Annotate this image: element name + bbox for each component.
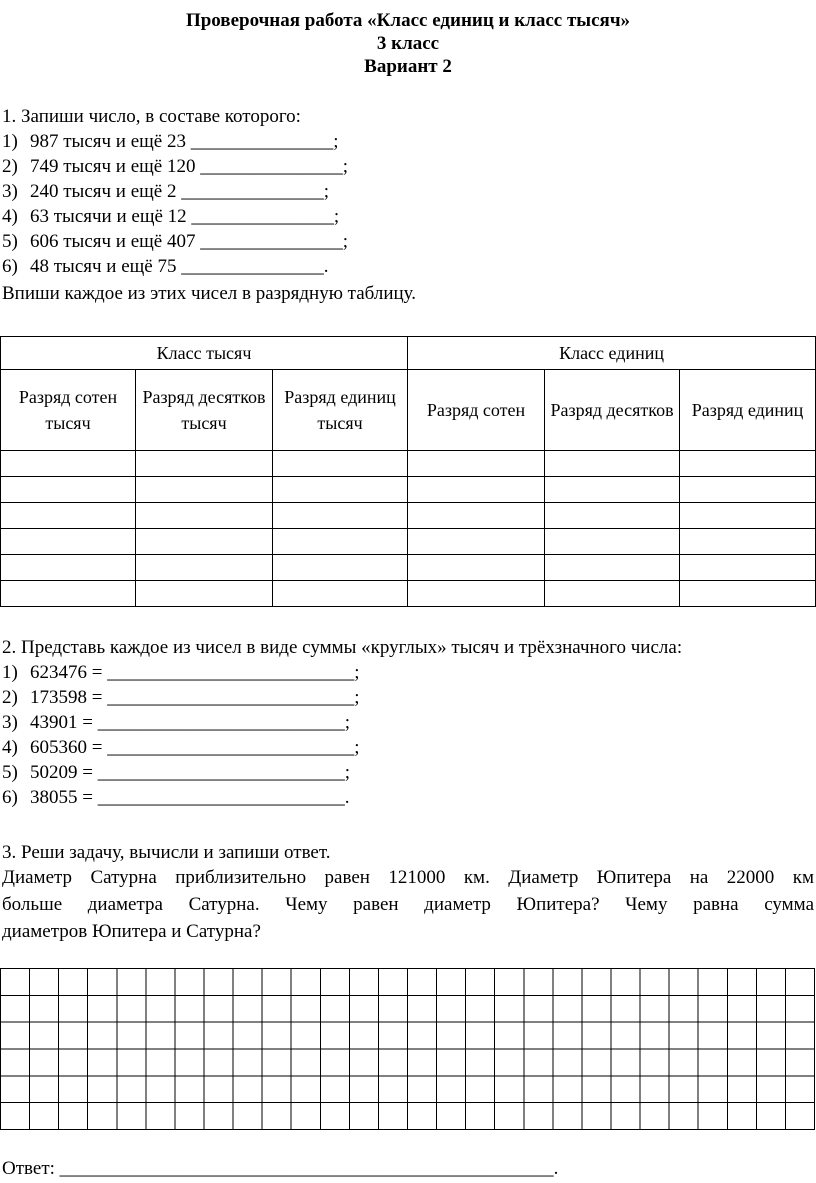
task1-item — [2, 156, 348, 178]
table-cell — [680, 451, 816, 477]
column-header: Разряд единиц тысяч — [273, 370, 408, 451]
table-cell — [1, 555, 136, 581]
table-cell — [680, 529, 816, 555]
table-cell — [545, 451, 680, 477]
task2-item — [2, 787, 349, 809]
column-header: Разряд сотен — [408, 370, 545, 451]
table-cell — [680, 555, 816, 581]
item-text: 623476 = __________________________; — [30, 662, 360, 683]
column-header: Разряд десятков тысяч — [136, 370, 273, 451]
table-cell — [408, 451, 545, 477]
item-number: 1) — [2, 131, 18, 152]
class-thousands-header: Класс тысяч — [1, 337, 408, 370]
table-cell — [408, 477, 545, 503]
table-cell — [680, 581, 816, 607]
table-cell — [408, 503, 545, 529]
item-number: 2) — [2, 156, 18, 177]
table-column-row — [1, 370, 816, 451]
item-text: 240 тысяч и ещё 2 _______________; — [30, 181, 329, 202]
task1-item — [2, 206, 339, 228]
page-title: Проверочная работа «Класс единиц и класс тысяч» — [185, 10, 631, 31]
table-row — [1, 555, 816, 581]
task1-item — [2, 181, 329, 203]
table-cell — [545, 529, 680, 555]
item-number: 3) — [2, 712, 18, 733]
task2-item — [2, 712, 350, 734]
task3-text-line: диаметров Юпитера и Сатурна? — [2, 921, 261, 942]
table-cell — [136, 529, 273, 555]
item-number: 6) — [2, 787, 18, 808]
task3-text-line: Диаметр Сатурна приблизительно равен 121000 км. Диаметр Юпитера на 22000 км — [2, 867, 814, 888]
table-cell — [1, 581, 136, 607]
item-text: 987 тысяч и ещё 23 _______________; — [30, 131, 339, 152]
task1-item — [2, 256, 328, 278]
table-cell — [136, 581, 273, 607]
task1-item — [2, 231, 348, 253]
column-header: Разряд единиц — [680, 370, 816, 451]
table-row — [1, 477, 816, 503]
table-row — [1, 503, 816, 529]
grade-label: 3 класс — [376, 33, 440, 54]
item-number: 4) — [2, 206, 18, 227]
item-number: 1) — [2, 662, 18, 683]
table-cell — [1, 477, 136, 503]
item-text: 605360 = __________________________; — [30, 737, 360, 758]
table-row — [1, 451, 816, 477]
task1-item — [2, 131, 339, 153]
table-cell — [136, 503, 273, 529]
item-text: 43901 = __________________________; — [30, 712, 350, 733]
table-cell — [408, 555, 545, 581]
item-text: 606 тысяч и ещё 407 _______________; — [30, 231, 348, 252]
table-cell — [545, 477, 680, 503]
item-text: 50209 = __________________________; — [30, 762, 350, 783]
item-text: 749 тысяч и ещё 120 _______________; — [30, 156, 348, 177]
item-number: 2) — [2, 687, 18, 708]
task1-heading: 1. Запиши число, в составе которого: — [2, 106, 301, 127]
digit-place-table — [0, 336, 816, 607]
table-cell — [1, 451, 136, 477]
table-cell — [273, 555, 408, 581]
item-text: 173598 = __________________________; — [30, 687, 360, 708]
task2-heading: 2. Представь каждое из чисел в виде суммы «круглых» тысяч и трёхзначного числа: — [2, 637, 683, 658]
answer-label: Ответ: — [2, 1158, 55, 1179]
column-header: Разряд сотен тысяч — [1, 370, 136, 451]
table-cell — [408, 529, 545, 555]
table-cell — [136, 451, 273, 477]
table-cell — [680, 503, 816, 529]
table-cell — [273, 529, 408, 555]
table-cell — [680, 477, 816, 503]
table-class-row — [1, 337, 816, 370]
task3-text-line: больше диаметра Сатурна. Чему равен диаметр Юпитера? Чему равна сумма — [2, 894, 814, 915]
item-number: 5) — [2, 231, 18, 252]
task2-item — [2, 762, 350, 784]
item-number: 6) — [2, 256, 18, 277]
table-row — [1, 529, 816, 555]
table-cell — [545, 555, 680, 581]
table-cell — [273, 451, 408, 477]
answer-blank: ____________________________________________________. — [59, 1158, 559, 1179]
table-cell — [545, 503, 680, 529]
task2-item — [2, 662, 360, 684]
task3-heading: 3. Реши задачу, вычисли и запиши ответ. — [2, 842, 331, 863]
variant-label: Вариант 2 — [364, 56, 452, 77]
table-cell — [273, 477, 408, 503]
item-text: 38055 = __________________________. — [30, 787, 350, 808]
task2-item — [2, 687, 360, 709]
class-units-header: Класс единиц — [408, 337, 816, 370]
answer-line — [2, 1158, 558, 1180]
column-header: Разряд десятков — [545, 370, 680, 451]
table-cell — [136, 477, 273, 503]
solution-grid — [0, 968, 815, 1130]
task2-item — [2, 737, 360, 759]
item-number: 4) — [2, 737, 18, 758]
table-cell — [136, 555, 273, 581]
table-cell — [1, 503, 136, 529]
table-cell — [273, 503, 408, 529]
table-row — [1, 581, 816, 607]
table-cell — [1, 529, 136, 555]
item-text: 48 тысяч и ещё 75 _______________. — [30, 256, 329, 277]
item-number: 5) — [2, 762, 18, 783]
task1-instruction: Впиши каждое из этих чисел в разрядную таблицу. — [2, 283, 417, 304]
table-cell — [408, 581, 545, 607]
item-number: 3) — [2, 181, 18, 202]
table-cell — [545, 581, 680, 607]
table-cell — [273, 581, 408, 607]
item-text: 63 тысячи и ещё 12 _______________; — [30, 206, 340, 227]
